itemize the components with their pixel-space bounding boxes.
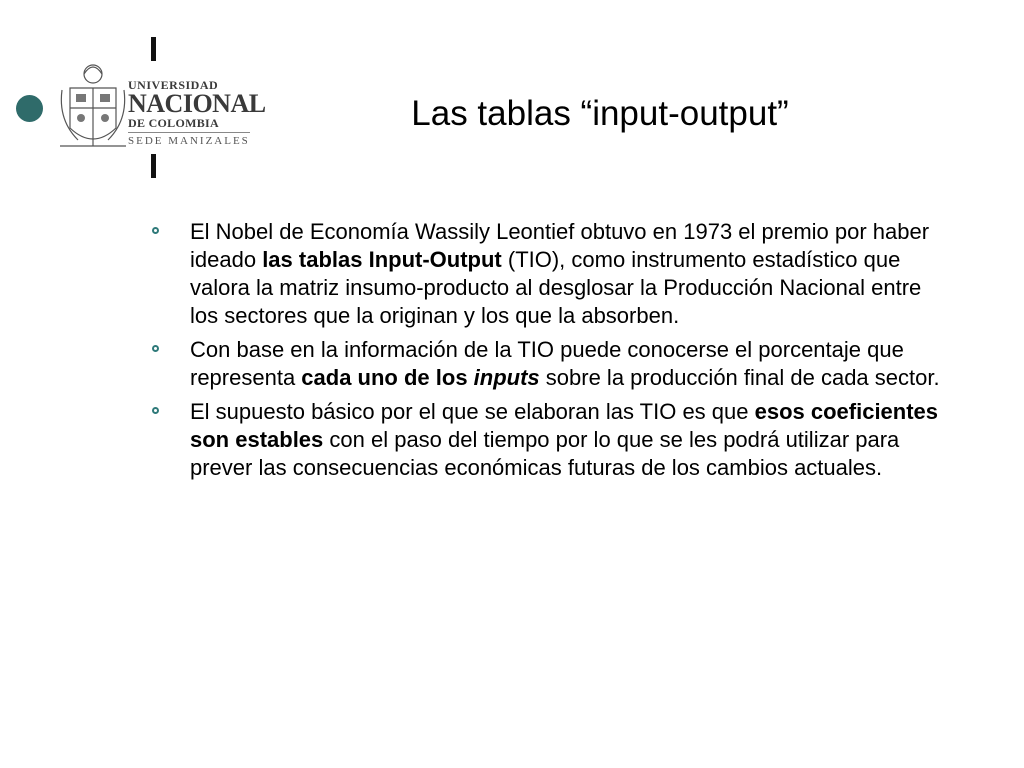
bullet-text: sobre la producción final de cada sector. [539,365,940,390]
bullet-bold-text: las tablas Input-Output [262,247,502,272]
bullet-text: El Nobel de Economía Wassily Leontief obtuvo en 1973 el premio por haber ideado [190,219,930,272]
bullet-list [150,218,950,488]
bullet-bold-italic-text: inputs [473,365,540,390]
bullet-text: (TIO), como instrumento estadístico que valora la matriz insumo-producto al desglosar la Producción Nacional entre los sectores que la originan y los que la absorben. [190,247,922,328]
logo-line-nacional: NACIONAL [128,89,266,118]
decorative-bar-bottom [151,154,156,178]
university-emblem-icon [58,60,128,152]
bullet-icon [152,407,159,414]
university-logo [58,60,276,156]
bullet-item [150,398,950,482]
logo-text [128,78,278,149]
decorative-dot [16,95,43,122]
bullet-text: Con base en la información de la TIO puede conocerse el porcentaje que representa [190,337,904,390]
bullet-bold-text: esos coeficientes son estables [190,399,939,452]
bullet-item [150,336,950,392]
slide-title: Las tablas “input-output” [411,94,789,133]
bullet-icon [152,345,159,352]
bullet-text: con el paso del tiempo por lo que se les podrá utilizar para prever las consecuencias económicas futuras de los cambios actuales. [190,427,900,480]
bullet-bold-text: cada uno de los [301,365,474,390]
bullet-icon [152,227,159,234]
bullet-item [150,218,950,330]
logo-line-sede: SEDE MANIZALES [128,132,250,148]
logo-line-university: UNIVERSIDAD [128,78,219,92]
decorative-bar-top [151,37,156,61]
bullet-text: El supuesto básico por el que se elaboran las TIO es que [190,399,755,424]
logo-line-colombia: DE COLOMBIA [128,116,219,130]
